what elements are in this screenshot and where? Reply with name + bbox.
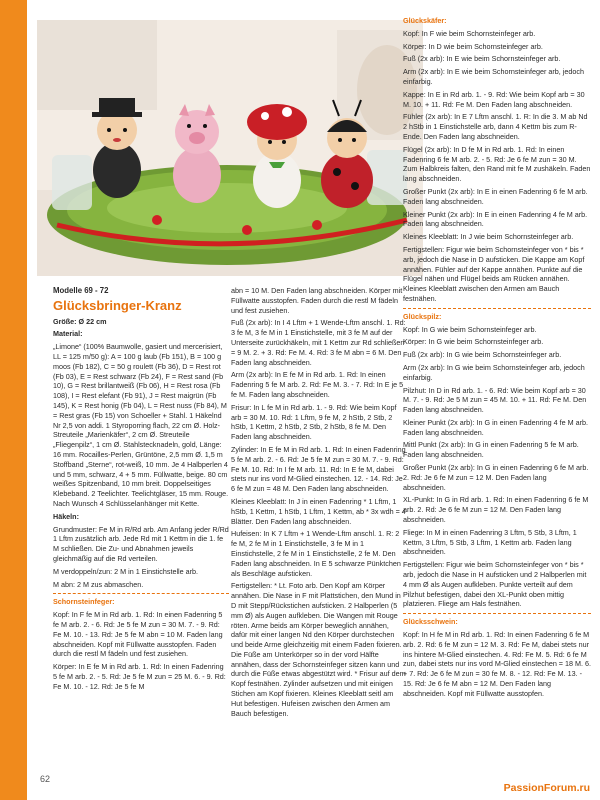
ladybug-text: Fertigstellen: Figur wie beim Schornsteinfeger von * bis * arb, jedoch die Nase in D aufsticken. Die Kappe am Kopf annähen. Fühler auf der Kappe annähen. Punkte auf die Flügel nähen und Flügel beids am Rücken annähen. Kleines Kleeblatt zwischen den Armen am Bauch festnähen. — [403, 244, 585, 303]
middle-paragraph: Hufeisen: In K 7 Lftm + 1 Wende-Lftm anschl. 1. R: 2 fe M, 2 fe M in 1 Einstichstelle, 3 fe M in 1 Einstichstelle, 2 fe M in 1 Einstichstelle, 2 fe M. Den Faden lang abschneiden. In E 5 schwarze Pünktchen als Beschläge aufsticken. — [231, 529, 401, 578]
middle-paragraph: Frisur: In L fe M in Rd arb. 1. - 9. Rd: Wie beim Kopf arb = 30 M. 10. Rd: 1 Lftm, 9 fe M, 2 hStb, 2 Stb, 2 hStb, 1 Kettm, 2 hStb, 2 Stb, 2 hStb, 8 fe M. Den Faden lang abschneiden. — [231, 402, 397, 442]
increase-note: M verdoppeln/zun: 2 M in 1 Einstichstelle arb. — [53, 566, 199, 576]
middle-paragraph: Zylinder: In E fe M in Rd arb. 1. Rd: In einen Fadenring 5 fe M arb. 2. - 6. Rd: Je 5 fe M zun = 30 M. 7. - 9. Rd: Fe M. 10. Rd: In I fe M arb. 11. Rd: In E fe M, dabei stets nur ins vord M-Glied einstechen. 12. - 14. Rd: Je 6 fe M zun = 48 M. Den Faden lang abschneiden. — [231, 444, 406, 494]
size-info: Größe: Ø 22 cm — [53, 316, 107, 326]
product-photo — [37, 20, 423, 276]
middle-paragraph: abn = 10 M. Den Faden lang abschneiden. Körper mit Füllwatte ausstopfen. Faden durch die restl M fädeln und fest zusiehen. — [231, 286, 403, 315]
mushroom-text: Großer Punkt (2x arb): In G in einen Fadenring 6 fe M arb. 2. Rd: Je 6 fe M zun = 12 M. Den Faden lang abschneiden. — [403, 463, 589, 492]
ladybug-text: Kleines Kleeblatt: In J wie beim Schornsteinfeger arb. — [403, 232, 574, 242]
section-divider — [403, 613, 591, 614]
mushroom-text: Kopf: In G wie beim Schornsteinfeger arb. — [403, 324, 537, 334]
mushroom-text: Arm (2x arb): In G wie beim Schornsteinfeger arb, jedoch einfarbig. — [403, 362, 585, 382]
mushroom-text: Körper: In G wie beim Schornsteinfeger arb. — [403, 337, 544, 347]
mushroom-text: Fertigstellen: Figur wie beim Schornsteinfeger von * bis * arb, jedoch die Nase in H aufsticken und 2 Halbperlen mit 4 mm Ø als Augen aufkleben. Punkte verteilt auf dem Pilzhut befestigen, dabei den XL-Punkt oben mittig platzieren. Fliege am Hals festnähen. — [403, 560, 587, 609]
ladybug-text: Großer Punkt (2x arb): In E in einen Fadenring 6 fe M arb. Faden lang abschneiden. — [403, 186, 588, 206]
middle-column — [231, 286, 406, 721]
middle-paragraph: Fuß (2x arb): In I 4 Lftm + 1 Wende-Lftm anschl. 1. Rd: 3 fe M, 3 fe M in 1 Einstichstelle, mit 3 fe M auf der Unterseite zurückhäkeln, mit 1 Kettm zur Rd schließen = 9 M. 2. + 3. Rd: Fe M. 4. Rd: 3 fe M abn = 6 M. Den Faden lang abschneiden. — [231, 318, 406, 367]
ladybug-heading: Glückskäfer: — [403, 16, 447, 25]
mushroom-text: Mittl Punkt (2x arb): In G in einen Fadenring 5 fe M arb. Faden lang abschneiden. — [403, 440, 579, 460]
ladybug-text: Fuß (2x arb): In E wie beim Schornsteinfeger arb. — [403, 54, 561, 64]
mushroom-heading: Glückspilz: — [403, 311, 442, 321]
section-divider — [53, 593, 229, 594]
middle-paragraph: Fertigstellen: * Lt. Foto arb. Den Kopf am Körper annähen. Die Nase in F mit Plattstichen, den Mund in D mit Stepp/Rückstichen aufsticken. 2 Halbperlen (5 mm Ø) als Augen aufkleben. Die Wangen mit Rouge röten. Arme beids am Körper beweglich annähen, dafür mit einer langen Nd den Körper durchstechen und beide Arme gleichzeitig mit einem Faden fixieren. Die Füße am Unterkörper so in der vord Hälfte annähen, dass der Schornsteinfeger sitzen kann und durch die Füße etwas abgestützt wird. * Frisur auf dem Kopf festnähen. Zylinder aufsetzen und mit einigen Stichen am Kopf fixieren. Kleines Kleeblatt seitl am Hut befestigen. Hufeisen zwischen den Armen am Bauch befestigen. — [231, 581, 406, 718]
left-column — [53, 286, 229, 694]
basic-pattern: Grundmuster: Fe M in R/Rd arb. Am Anfang jeder R/Rd 1 Lftm zusätzlich arb. Jede Rd mit 1 Kettm in die 1. fe M schließen. Die Zu- und Abnahmen jeweils gleichmäßig auf die Rd verteilen. — [53, 524, 229, 563]
pig-text: Kopf: In H fe M in Rd arb. 1. Rd: In einen Fadenring 6 fe M arb. 2. Rd: 6 fe M zun = 12 M. 3. Rd: Fe M, dabei stets nur ins hintere M-Glied einstechen. 4. Rd: Fe M. 5. Rd: 6 fe M zun, dabei stets nur ins vord M-Glied einstechen = 18 M. 6. + 7. Rd: Je 6 fe M zun = 30 fe M. 8. - 12. Rd: Fe M. 13. - 15. Rd: Je 6 fe M abn = 12 M. Den Faden lang abschneiden. Kopf mit Füllwatte ausstopfen. — [403, 630, 591, 698]
models-label: Modelle 69 - 72 — [53, 286, 109, 295]
decrease-note: M abn: 2 M zus abmaschen. — [53, 579, 144, 589]
right-column — [403, 16, 591, 702]
page-number: 62 — [40, 774, 51, 784]
article-title: Glücksbringer-Kranz — [53, 297, 182, 313]
pig-heading: Glücksschwein: — [403, 617, 458, 627]
ladybug-text: Körper: In D wie beim Schornsteinfeger arb. — [403, 41, 543, 51]
ladybug-text: Kappe: In E in Rd arb. 1. - 9. Rd: Wie beim Kopf arb = 30 M. 10. + 11. Rd: Fe M. Den Faden lang abschneiden. — [403, 89, 585, 109]
chimney-sweep-body-text: Körper: In E fe M in Rd arb. 1. Rd: In einen Fadenring 5 fe M arb. 2. - 5. Rd: Je 5 fe M zun = 25 M. 6. - 9. Rd: Fe M. 10. - 12. Rd: Je 5 fe M — [53, 662, 226, 691]
mushroom-text: Pilzhut: In D in Rd arb. 1. - 6. Rd: Wie beim Kopf arb = 30 M. 7. - 9. Rd: Je 5 M zun = 45 M. 10. + 11. Rd: Fe M. Den Faden lang abschneiden. — [403, 385, 587, 415]
ladybug-text: Arm (2x arb): In E wie beim Schornsteinfeger arb, jedoch einfarbig. — [403, 67, 584, 86]
watermark: PassionForum.ru — [503, 782, 590, 794]
mushroom-text: Fliege: In M in einen Fadenring 3 Lftm, 5 Stb, 3 Lftm, 1 Kettm, 3 Lftm, 5 Stb, 3 Lftm, 1 Kettm arb. Faden lang abschneiden. — [403, 527, 577, 557]
middle-paragraph: Kleines Kleeblatt: In J in einen Fadenring * 1 Lftm, 1 hStb, 1 Kettm, 1 hStb, 1 Lftm, 1 Kettm, ab * 3x wdh = 4 Blätter. Den Faden lang abschneiden. — [231, 496, 406, 526]
mushroom-text: Fuß (2x arb): In G wie beim Schornsteinfeger arb. — [403, 350, 562, 360]
mushroom-text: XL-Punkt: In G in Rd arb. 1. Rd: In einen Fadenring 6 fe M arb. 2. Rd: Je 6 fe M zun = 12 M. Den Faden lang abschneiden. — [403, 495, 589, 525]
chimney-sweep-heading: Schornsteinfeger: — [53, 597, 115, 607]
crochet-heading: Häkeln: — [53, 511, 79, 521]
ladybug-text: Fühler (2x arb): In E 7 Lftm anschl. 1. R: In die 3. M ab Nd 2 hStb in 1 Einstichstelle arb, dann 4 Kettm bis zum R-Ende. Den Faden lang abschneiden. — [403, 112, 588, 141]
chimney-sweep-head-text: Kopf: In F fe M in Rd arb. 1. Rd: In einen Fadenring 5 fe M arb. 2. - 6. Rd: Je 5 fe M zun = 30 M. 7. - 9. Rd: Fe M. 10. - 13. Rd: Je 5 fe M abn = 10 M. Faden lang abschneiden. Kopf mit Füllwatte ausstopfen. Faden durch die restl M fädeln und fest zusiehen. — [53, 610, 223, 659]
material-heading: Material: — [53, 329, 83, 339]
ladybug-text: Flügel (2x arb): In D fe M in Rd arb. 1. Rd: In einen Fadenring 6 fe M arb. 2. - 5. Rd: Je 6 fe M zun = 30 M. Zum Halbkreis falten, den Rand mit fe M zushäkeln. Faden lang abschneiden. — [403, 144, 591, 184]
section-divider — [403, 308, 591, 309]
middle-paragraph: Arm (2x arb): In E fe M in Rd arb. 1. Rd: In einen Fadenring 5 fe M arb. 2. Rd: Fe M. 3. - 7. Rd: In E je 5 fe M. Faden lang abschneiden. — [231, 370, 404, 399]
material-text: „Limone“ (100% Baumwolle, gasiert und mercerisiert, LL = 125 m/50 g): A = 100 g laub (Fb 151), B = 100 g moos (Fb 182), C = 50 g roulett (Fb 36), D = Rest rot (Fb 03), E = Rest schwarz (Fb 24), F = Rest sand (Fb 10), G = Rest brillantweiß (Fb 06), H = Rest rosa (Fb 108), I = Rest elefant (Fb 91), J = Rest maigrün (Fb 145), K = Rest honig (Fb 04), L = Rest nuss (Fb 84), M = Rest gras (Fb 15) von Schoeller + Stahl. 1 Häkelnd Nr 2,5 von addi. 1 Styroporring flach, 22 cm Ø. Holz-Streuteile „Marienkäfer“, 2 cm Ø. Streuteile „Fliegenpilz“, 1 cm Ø. Stahlstecknadeln, gold, Länge: 16 mm. Rocailles-Perlen, Grüntöne, 2,5 mm Ø. 1,5 m Stoffband „Sterne“, rot-weiß, 10 mm. Je 4 Halbperlen 4 und 5 mm, schwarz, 4 + 5 mm. Füllwatte, beige. 80 cm weißes Spitzenband, 10 mm breit. Doppelseitiges Klebeband. 2 Teelichter. Teelichtgläser, 15 mm. Rouge. Nach Wunsch 4 Schlüsselanhänger mit Kette. — [53, 342, 229, 508]
orange-side-bar — [0, 0, 27, 800]
ladybug-text: Kopf: In F wie beim Schornsteinfeger arb. — [403, 28, 536, 38]
page — [27, 0, 600, 800]
mushroom-text: Kleiner Punkt (2x arb): In G in einen Fadenring 4 fe M arb. Faden lang abschneiden. — [403, 417, 588, 437]
ladybug-text: Kleiner Punkt (2x arb): In E in einen Fadenring 4 fe M arb. Faden lang abschneiden. — [403, 209, 588, 229]
